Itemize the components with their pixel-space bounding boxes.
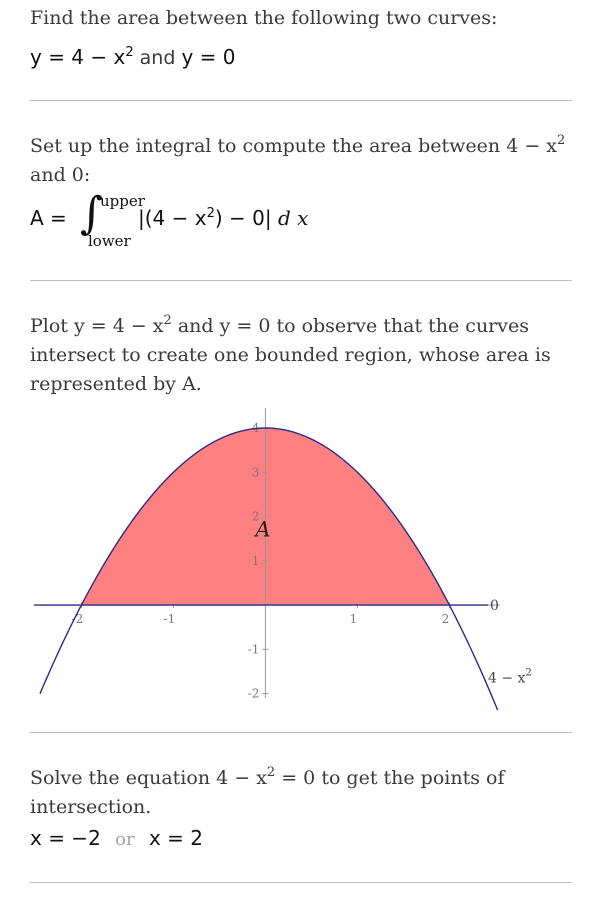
step4-text-line2: intersection. xyxy=(30,796,152,818)
integral-upper-limit: upper xyxy=(100,192,145,210)
step4-text xyxy=(30,764,572,822)
step2-text xyxy=(30,132,572,190)
y-tick-label: 3 xyxy=(251,465,260,480)
step2-text-before: Set up the integral to compute the area between 4 − x xyxy=(30,135,557,157)
integral-lhs: A = xyxy=(30,206,67,230)
y-tick-label: 2 xyxy=(251,509,260,524)
integrand-exponent: 2 xyxy=(206,206,215,221)
area-plot xyxy=(0,400,600,710)
step4-text-a: Solve the equation 4 − x xyxy=(30,767,267,789)
step3-line2: intersect to create one bounded region, whose area is xyxy=(30,344,551,366)
y-tick-label: -2 xyxy=(247,686,260,701)
step1-curves xyxy=(30,44,572,73)
or-word: or xyxy=(115,829,135,850)
step3-line3: represented by A. xyxy=(30,373,202,395)
integral-lower-limit: lower xyxy=(88,232,131,250)
curve2-expression: y = 0 xyxy=(181,45,236,69)
series-label-parabola xyxy=(488,668,532,687)
y-tick-label: 4 xyxy=(251,421,260,435)
x-tick-label: 1 xyxy=(349,612,358,627)
curve1-expression: y = 4 − x xyxy=(30,45,126,69)
step4-text-b: = 0 to get the points of xyxy=(275,767,505,789)
divider-2 xyxy=(30,280,572,281)
divider-1 xyxy=(30,100,572,101)
integrand xyxy=(138,206,308,230)
step2-text-exponent: 2 xyxy=(557,133,566,148)
series-label-parabola-exp: 2 xyxy=(525,667,532,679)
y-tick-label: 1 xyxy=(251,553,260,568)
step1-prompt xyxy=(30,4,572,33)
divider-3 xyxy=(30,732,572,733)
step3-line1-exponent: 2 xyxy=(163,313,172,328)
integrand-end: ) − 0| xyxy=(214,206,272,230)
x-tick-label: 2 xyxy=(441,612,450,627)
solution-1: x = −2 xyxy=(30,826,101,850)
solution-2: x = 2 xyxy=(148,826,204,850)
integrand-start: |(4 − x xyxy=(138,206,207,230)
step3-text xyxy=(30,312,572,399)
step3-line1-b: and y = 0 to observe that the curves xyxy=(171,315,529,337)
step3-line1-a: Plot y = 4 − x xyxy=(30,315,164,337)
and-word: and xyxy=(133,47,182,69)
series-label-parabola-base: 4 − x xyxy=(488,670,526,687)
divider-4 xyxy=(30,882,572,883)
region-label-A: A xyxy=(255,517,271,542)
x-tick-label: -1 xyxy=(163,612,176,627)
curve1-exponent: 2 xyxy=(125,45,134,60)
step1-prompt-text: Find the area between the following two curves: xyxy=(30,7,498,29)
integral-sign: ∫ xyxy=(80,188,103,239)
step4-text-exponent: 2 xyxy=(266,765,276,780)
step2-text-after: and 0: xyxy=(30,164,91,186)
solutions xyxy=(30,826,572,850)
integral-setup xyxy=(30,188,572,252)
integral-differential: d x xyxy=(277,206,309,230)
y-tick-label: -1 xyxy=(247,642,260,657)
x-tick-label: -2 xyxy=(71,612,84,627)
series-label-zero: 0 xyxy=(490,598,499,615)
